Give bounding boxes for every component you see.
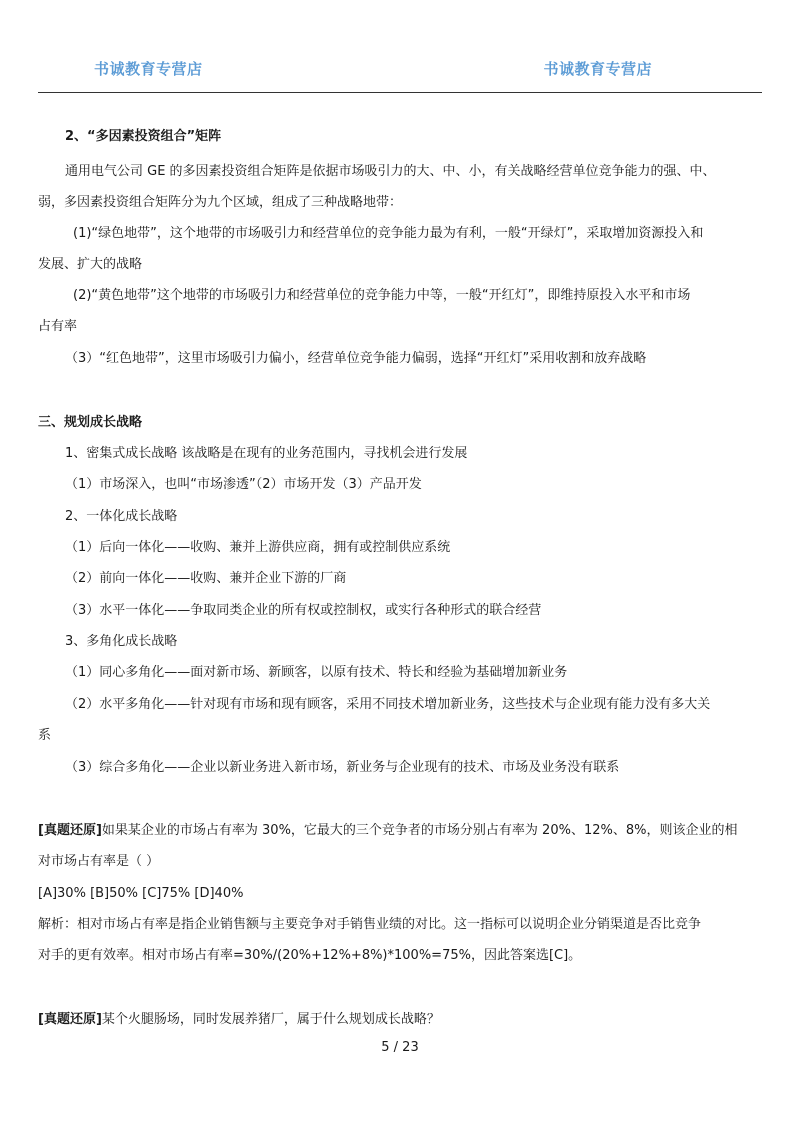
question-text: 某个火腿肠场，同时发展养猪厂，属于什么规划成长战略？ (101, 1012, 440, 1027)
list-item: （1）同心多角化——面对新市场、新顾客，以原有技术、特长和经验为基础增加新业务 (65, 665, 568, 680)
question-1-options: [A]30% [B]50% [C]75% [D]40% (38, 886, 244, 901)
page-number: 5 / 23 (381, 1040, 419, 1055)
list-item: （3）水平一体化——争取同类企业的所有权或控制权，或实行各种形式的联合经营 (65, 603, 542, 618)
section-heading-growth-strategy: 三、规划成长战略 (38, 415, 143, 430)
list-item: （3）综合多角化——企业以新业务进入新市场，新业务与企业现有的技术、市场及业务没有联系 (65, 760, 620, 775)
question-tag: [真题还原] (38, 823, 102, 838)
subsection-title-integration: 2、一体化成长战略 (65, 509, 178, 524)
header-brand-left: 书诚教育专营店 (94, 60, 203, 78)
header-brand-right: 书诚教育专营店 (543, 60, 652, 78)
question-1-stem-cont: 对市场占有率是（ ） (38, 854, 160, 869)
question-text: 如果某企业的市场占有率为 30%，它最大的三个竞争者的市场分别占有率为 20%、12%、8%，则该企业的相 (101, 823, 738, 838)
list-item: （2）水平多角化——针对现有市场和现有顾客，采用不同技术增加新业务，这些技术与企业现有能力没有多大关 (65, 697, 711, 712)
question-1-stem (38, 822, 737, 840)
list-item-yellow-zone: (2)“黄色地带”这个地带的市场吸引力和经营单位的竞争能力中等，一般“开红灯”，即维持原投入水平和市场 (73, 288, 691, 303)
question-tag: [真题还原] (38, 1012, 102, 1027)
question-1-analysis-cont: 对手的更有效率。相对市场占有率=30%/(20%+12%+8%)*100%=75%，因此答案选[C]。 (38, 948, 582, 963)
subsection-title-diversification: 3、多角化成长战略 (65, 634, 178, 649)
list-item: （1）后向一体化——收购、兼并上游供应商，拥有或控制供应系统 (65, 540, 451, 555)
paragraph-line: 弱，多因素投资组合矩阵分为九个区域，组成了三种战略地带： (38, 195, 403, 210)
question-2-stem (38, 1011, 440, 1029)
list-item-yellow-zone-cont: 占有率 (38, 319, 78, 334)
question-1-analysis: 解析：相对市场占有率是指企业销售额与主要竞争对手销售业绩的对比。这一指标可以说明企业分销渠道是否比竞争 (38, 917, 702, 932)
list-item-red-zone: （3）“红色地带”，这里市场吸引力偏小，经营单位竞争能力偏弱，选择“开红灯”采用收割和放弃战略 (65, 351, 647, 366)
page-header (38, 0, 762, 93)
list-item: （2）前向一体化——收购、兼并企业下游的厂商 (65, 571, 347, 586)
list-item: （1）市场深入，也叫“市场渗透”（2）市场开发（3）产品开发 (65, 477, 422, 492)
list-item-cont: 系 (38, 728, 52, 743)
subsection-title-intensive: 1、密集式成长战略 该战略是在现有的业务范围内，寻找机会进行发展 (65, 446, 468, 461)
list-item-green-zone-cont: 发展、扩大的战略 (38, 257, 143, 272)
list-item-green-zone: (1)“绿色地带”，这个地带的市场吸引力和经营单位的竞争能力最为有利，一般“开绿灯”，采取增加资源投入和 (73, 226, 704, 241)
paragraph-line: 通用电气公司 GE 的多因素投资组合矩阵是依据市场吸引力的大、中、小，有关战略经营单位竞争能力的强、中、 (65, 164, 716, 179)
section-heading-ge-matrix: 2、“多因素投资组合”矩阵 (65, 129, 222, 144)
